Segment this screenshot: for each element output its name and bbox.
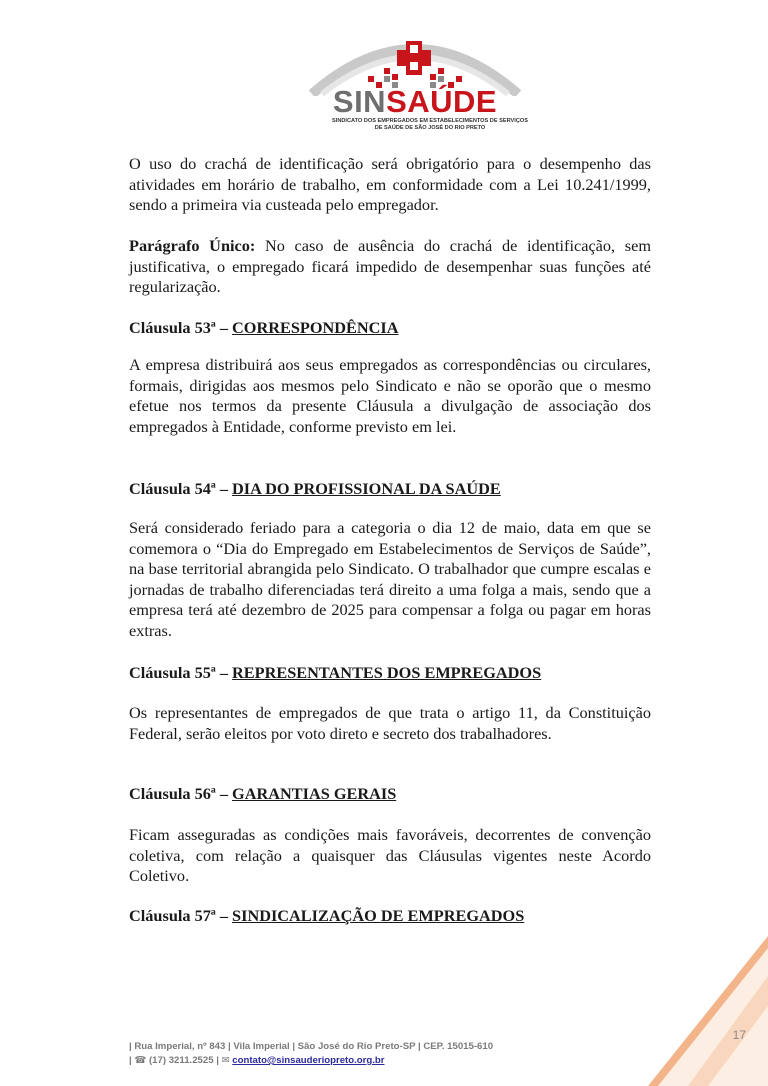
logo-subtitle-line2: DE SAÚDE DE SÃO JOSÉ DO RIO PRETO — [374, 125, 486, 131]
logo-subtitle — [330, 118, 530, 132]
clause-56-heading — [129, 784, 651, 804]
clause-53-heading — [129, 318, 651, 338]
clause-56-prefix: Cláusula 56ª – — [129, 784, 233, 803]
sinsaude-logo — [300, 26, 530, 130]
clause-53-title: CORRESPONDÊNCIA — [232, 318, 399, 337]
footer-contact: | ☎ (17) 3211.2525 | ✉ contato@sinsauderiopreto.org.br — [129, 1055, 385, 1066]
footer — [129, 1040, 549, 1068]
clause-55-prefix: Cláusula 55ª – — [129, 663, 233, 682]
clause-54-prefix: Cláusula 54ª – — [129, 479, 233, 498]
logo-subtitle-line1: SINDICATO DOS EMPREGADOS EM ESTABELECIMENTOS DE SERVIÇOS — [332, 118, 528, 124]
clause-57-title: SINDICALIZAÇÃO DE EMPREGADOS — [232, 906, 525, 925]
logo-name-saude: SAÚDE — [386, 84, 498, 119]
clause-54-heading — [129, 479, 651, 499]
clause-53-text: A empresa distribuirá aos seus empregados as correspondências ou circulares, formais, dirigidas aos mesmos pelo Sindicato e não se oporão que o mesmo efetue nos termos da presente Cláusula a divulgação de associação dos empregados à Entidade, conforme previsto em lei. — [129, 355, 651, 436]
paragraph-cracha: O uso do crachá de identificação será obrigatório para o desempenho das atividades em horário de trabalho, em conformidade com a Lei 10.241/1999, sendo a primeira via custeada pelo empregador. — [129, 154, 651, 214]
clause-57-prefix: Cláusula 57ª – — [129, 906, 233, 925]
phone-icon: ☎ — [134, 1055, 147, 1066]
logo-wordmark — [300, 86, 530, 118]
paragrafo-unico-text: No caso de ausência do crachá de identificação, sem justificativa, o empregado ficará impedido de desempenhar suas funções até regularização. — [129, 236, 651, 296]
logo-name-sin: SIN — [332, 84, 387, 119]
paragrafo-unico — [129, 236, 651, 298]
clause-54-text: Será considerado feriado para a categoria o dia 12 de maio, data em que se comemora o “Dia do Empregado em Estabelecimentos de Serviços de Saúde”, na base territorial abrangida pelo Sindicato. O trabalhador que cumpre escalas e jornadas de trabalho diferenciadas terá direito a uma folga a mais, sendo que a empresa terá até dezembro de 2025 para compensar a folga ou pagar em horas extras. — [129, 518, 651, 640]
corner-decoration — [648, 936, 768, 1086]
clause-55-title: REPRESENTANTES DOS EMPREGADOS — [232, 663, 542, 682]
footer-phone: (17) 3211.2525 — [148, 1055, 214, 1066]
page-number: 17 — [732, 1028, 746, 1042]
footer-email-link[interactable]: contato@sinsauderiopreto.org.br — [232, 1055, 385, 1066]
clause-56-title: GARANTIAS GERAIS — [232, 784, 397, 803]
clause-57-heading — [129, 906, 651, 926]
paragrafo-unico-label: Parágrafo Único: — [129, 236, 256, 255]
footer-address: | Rua Imperial, nº 843 | Vila Imperial | São José do Rio Preto-SP | CEP. 15015-610 — [129, 1041, 494, 1052]
clause-55-heading — [129, 663, 651, 683]
clause-54-title: DIA DO PROFISSIONAL DA SAÚDE — [232, 479, 501, 498]
email-icon: ✉ — [221, 1055, 230, 1066]
clause-53-prefix: Cláusula 53ª – — [129, 318, 233, 337]
clause-55-text: Os representantes de empregados de que trata o artigo 11, da Constituição Federal, serão eleitos por voto direto e secreto dos trabalhadores. — [129, 703, 651, 743]
clause-56-text: Ficam asseguradas as condições mais favoráveis, decorrentes de convenção coletiva, com relação a quaisquer das Cláusulas vigentes neste Acordo Coletivo. — [129, 825, 651, 885]
